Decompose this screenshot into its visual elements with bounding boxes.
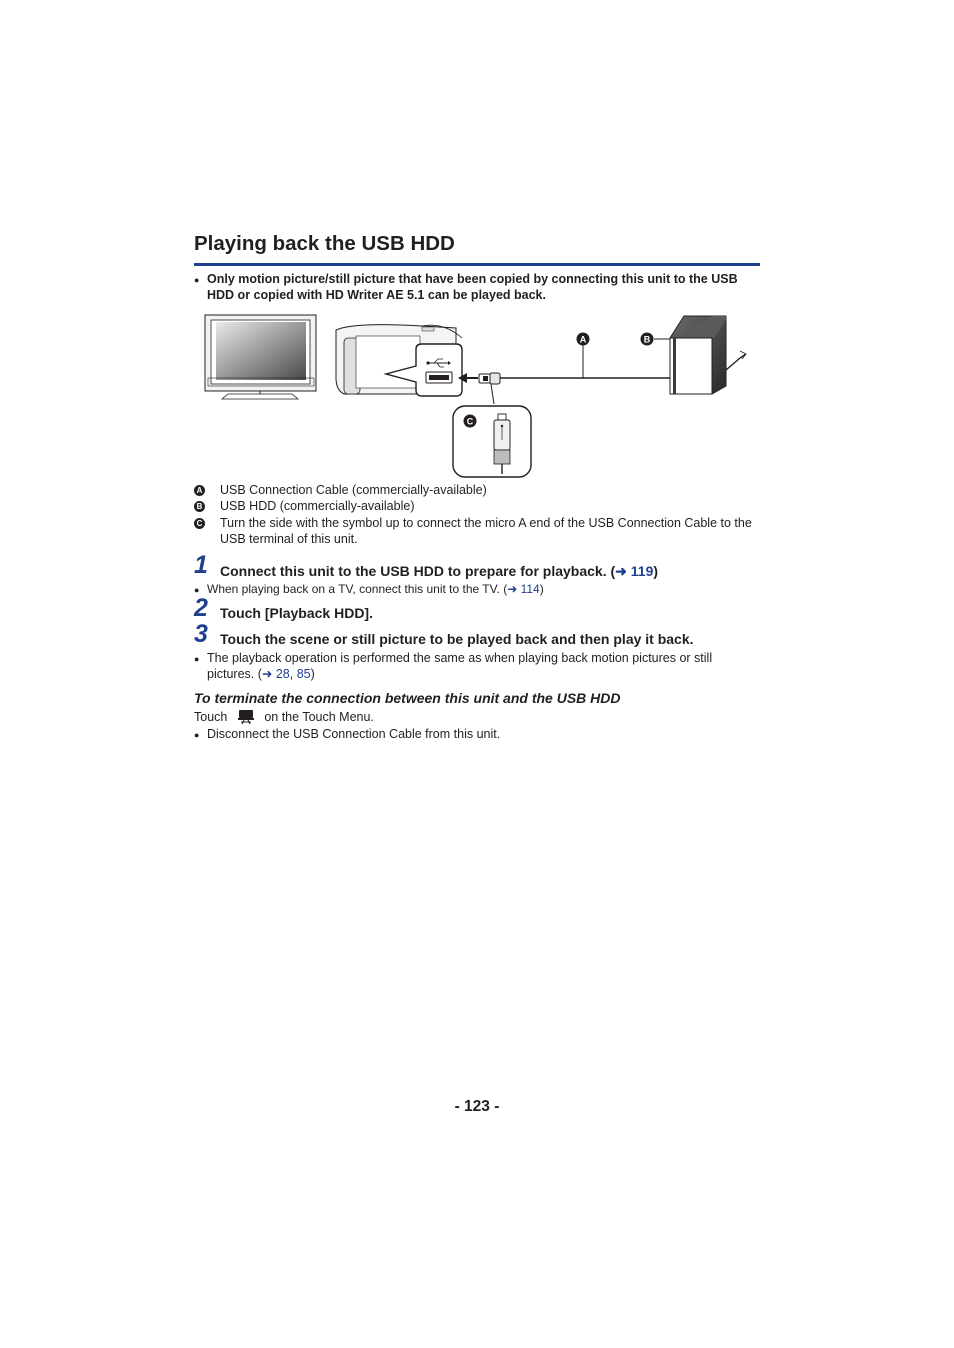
step-text-3: Touch the scene or still picture to be played back and then play it back. [220,631,694,647]
page-number: - 123 - [454,1098,500,1115]
label-b: B [643,334,651,345]
intro-bullet: ● Only motion picture/still picture that have been copied by connecting this unit to the USB HDD or copied with HD Writer AE 5.1 can be played back. [194,272,738,302]
step3-note: ● The playback operation is performed the same as when playing back motion pictures or still pictures. (➜ 28, 85) [194,651,713,681]
legend-key-b: B [194,501,205,512]
step-text-1: Connect this unit to the USB HDD to prepare for playback. (➜ 119) [220,563,659,579]
terminate-heading: To terminate the connection between this unit and the USB HDD [194,690,621,706]
step-number-2: 2 [194,594,208,622]
tv-illustration [205,315,316,399]
intro-text: Only motion picture/still picture that have been copied by connecting this unit to the USB HDD or copied with HD Writer AE 5.1 can be played back. [207,272,738,302]
label-c: C [466,416,474,427]
step-text-2: Touch [Playback HDD]. [220,605,373,621]
page-ref-link[interactable]: 85 [296,667,311,681]
page-ref-link[interactable]: ➜ 28 [261,667,290,681]
legend-item-a [194,482,760,498]
page-ref-link[interactable]: ➜ 114 [507,582,540,596]
terminate-instruction: Touch on the Touch Menu. [194,710,374,724]
connection-diagram [194,308,760,484]
cable-plug [458,373,500,384]
legend-item-c [194,515,760,547]
legend-text-b: USB HDD (commercially-available) [220,499,415,513]
legend-text-c: Turn the side with the symbol up to connect the micro A end of the USB Connection Cable to the USB terminal of this unit. [220,516,752,546]
step1-note: ● When playing back on a TV, connect this unit to the TV. (➜ 114) [194,582,544,596]
terminate-bullet: ● Disconnect the USB Connection Cable from this unit. [194,727,501,741]
legend-key-c: C [194,518,205,529]
legend-item-b [194,498,760,514]
step-number-1: 1 [194,551,208,579]
disconnect-icon [231,709,261,725]
page-ref-link[interactable]: ➜ 119 [615,563,654,579]
step-number-3: 3 [194,620,208,648]
usb-hdd-illustration [670,316,746,394]
legend-key-a: A [194,485,205,496]
page-title: Playing back the USB HDD [194,232,455,255]
label-a: A [579,334,587,345]
legend-text-a: USB Connection Cable (commercially-available) [220,483,487,497]
title-underline [194,263,760,266]
micro-a-plug-callout [453,384,531,477]
